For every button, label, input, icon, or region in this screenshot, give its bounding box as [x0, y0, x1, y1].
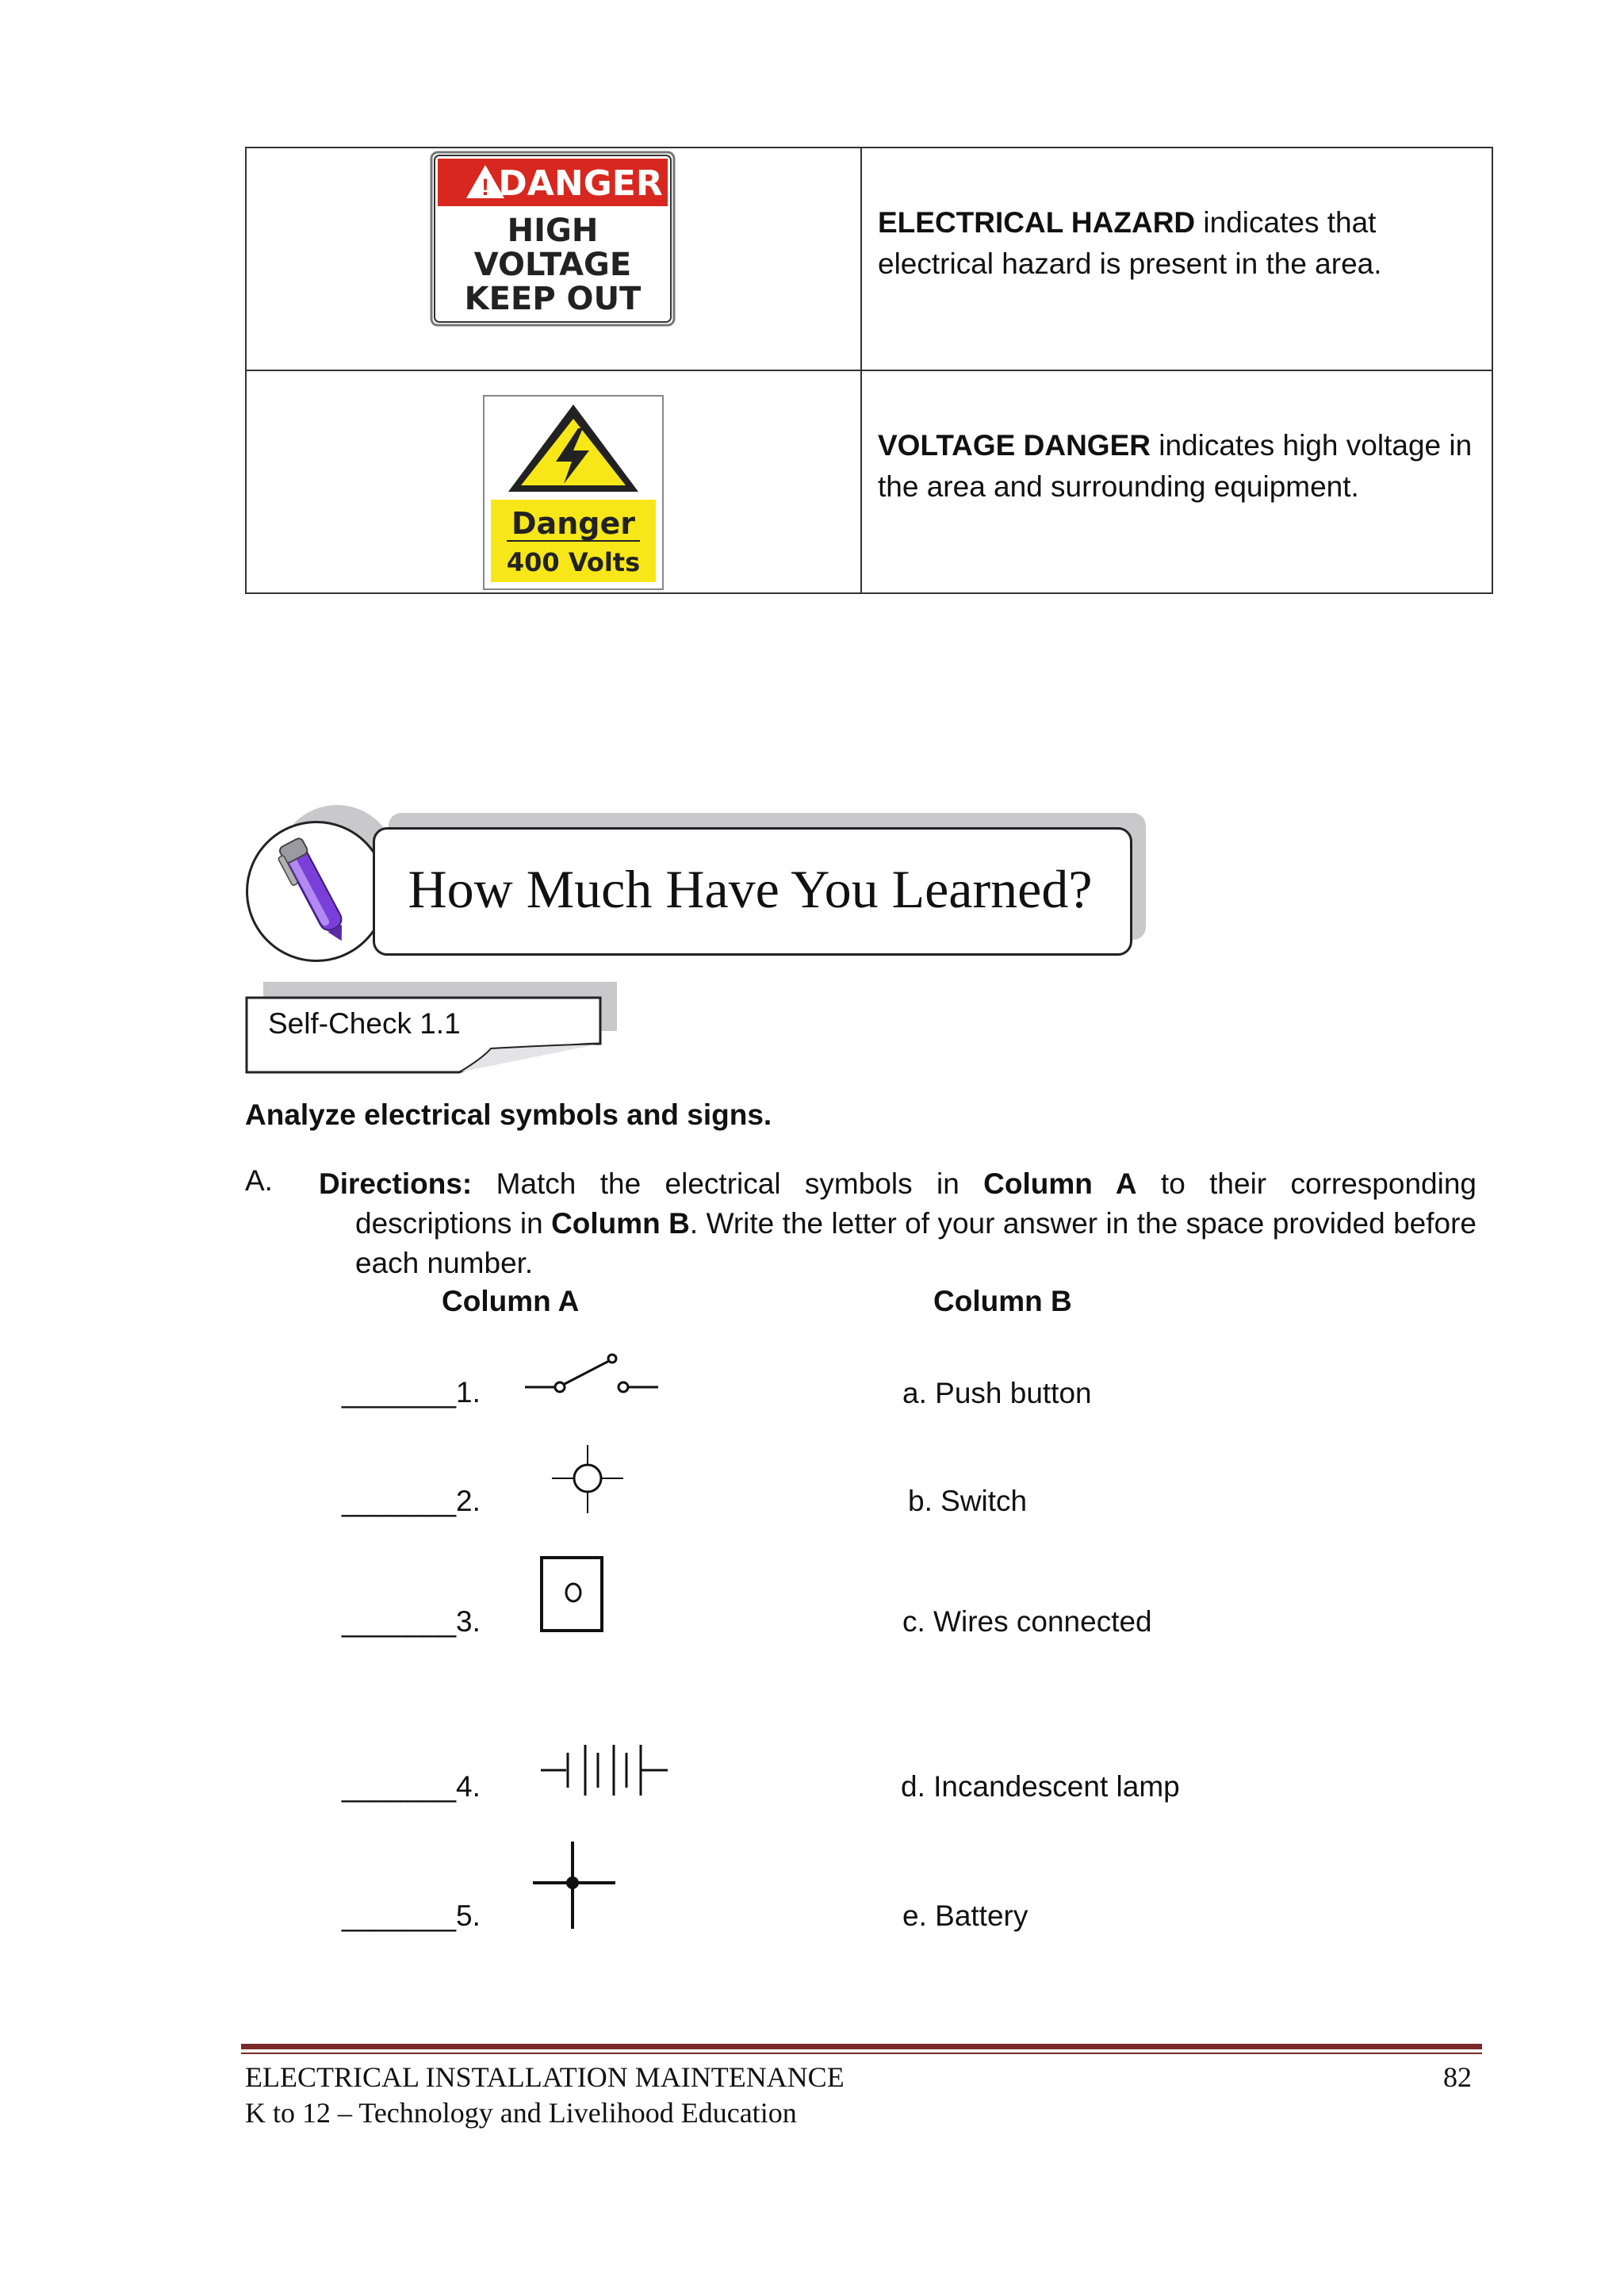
sign-description: indicates high voltage in the area and surrounding equipment. [878, 429, 1473, 503]
section-title: How Much Have You Learned? [408, 859, 1093, 919]
answer-blank[interactable]: _______2. [342, 1485, 481, 1517]
directions-part: Match the electrical symbols in [472, 1167, 984, 1200]
page-number: 82 [1443, 2061, 1472, 2093]
sign-line: HIGH [507, 213, 599, 249]
directions-lead: Directions: [319, 1167, 473, 1200]
directions-column-b: Column B [551, 1207, 690, 1240]
part-letter: A. [245, 1164, 273, 1197]
footer-title: ELECTRICAL INSTALLATION MAINTENANCE [245, 2061, 845, 2093]
danger-400-volts-sign [483, 395, 664, 590]
pen-icon [246, 821, 382, 957]
svg-text:!: ! [481, 174, 489, 201]
directions-part: . Write the letter of your answer in the space provided before each number. [355, 1207, 1477, 1279]
table-row [246, 370, 1492, 593]
sign-description-cell [861, 370, 1492, 593]
column-b-heading: Column B [933, 1285, 1072, 1317]
directions-column-a: Column A [983, 1167, 1137, 1200]
sign-banner-text: DANGER [498, 163, 663, 204]
switch-symbol-icon [523, 1352, 660, 1400]
sign-image-cell [246, 148, 861, 370]
answer-option: c. Wires connected [902, 1605, 1152, 1638]
column-a-heading: Column A [442, 1285, 580, 1317]
sign-term: ELECTRICAL HAZARD [878, 206, 1196, 239]
sign-line: KEEP OUT [464, 281, 642, 317]
footer-subtitle: K to 12 – Technology and Livelihood Education [245, 2097, 797, 2129]
wires-connected-symbol-icon [533, 1842, 615, 1929]
pen-icon-circle [246, 821, 387, 962]
sign-description: indicates that electrical hazard is present in the area. [878, 206, 1382, 280]
sign-description-cell [861, 148, 1492, 370]
answer-option: a. Push button [902, 1377, 1092, 1409]
danger-high-voltage-sign [430, 151, 676, 327]
answer-option: d. Incandescent lamp [901, 1770, 1180, 1803]
sign-line: VOLTAGE [473, 247, 632, 283]
directions-part: to their corresponding descriptions in [355, 1167, 1477, 1240]
answer-blank[interactable]: _______1. [342, 1376, 481, 1409]
directions-text [319, 1164, 1477, 1283]
push-button-symbol-icon [540, 1556, 603, 1632]
sign-term: VOLTAGE DANGER [878, 429, 1151, 462]
sign-line: Danger [511, 506, 635, 541]
answer-option: b. Switch [908, 1485, 1028, 1517]
sign-line: 400 Volts [506, 547, 641, 577]
sign-image-cell [246, 370, 861, 593]
footer-rule [241, 2044, 1482, 2049]
battery-symbol-icon [539, 1743, 669, 1799]
signs-table [245, 147, 1493, 594]
table-row [246, 148, 1492, 370]
answer-blank[interactable]: _______4. [342, 1770, 481, 1803]
answer-option: e. Battery [902, 1899, 1028, 1932]
answer-blank[interactable]: _______5. [342, 1899, 481, 1932]
footer-rule-thin [241, 2053, 1482, 2054]
answer-blank[interactable]: _______3. [342, 1605, 481, 1638]
self-check-label: Self-Check 1.1 [268, 1007, 461, 1040]
instructions-subheading: Analyze electrical symbols and signs. [245, 1098, 772, 1131]
lamp-symbol-icon [552, 1445, 623, 1513]
